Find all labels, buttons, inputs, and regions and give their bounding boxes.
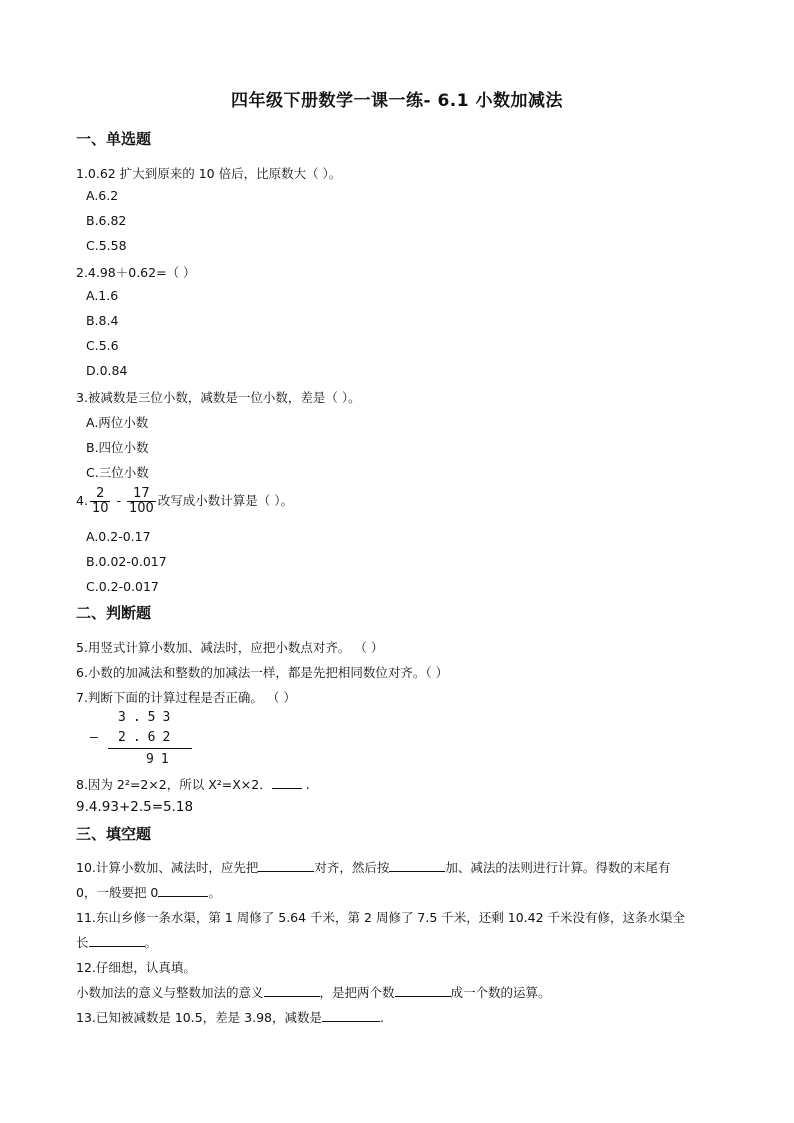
- question-12-stem: 12.仔细想，认真填。: [76, 960, 196, 975]
- question-4-stem: [76, 487, 293, 516]
- fraction-denominator: 100: [128, 501, 154, 516]
- answer-blank[interactable]: [264, 986, 320, 997]
- question-3-stem: 3.被减数是三位小数，减数是一位小数，差是（ ）。: [76, 390, 361, 405]
- fraction-numerator: 17: [127, 487, 156, 502]
- question-4-prefix: 4.: [76, 493, 88, 508]
- question-4-option-c: C.0.2-0.017: [86, 579, 159, 594]
- answer-blank[interactable]: [272, 778, 302, 789]
- question-10-text: 。: [208, 885, 221, 900]
- vertical-calc-row-2: 2.62: [118, 730, 178, 745]
- question-13-line: [76, 1008, 384, 1026]
- section-heading-single-choice: 一、单选题: [76, 130, 152, 148]
- answer-blank[interactable]: [158, 886, 208, 897]
- question-11-line-2: [76, 933, 157, 951]
- question-7-stem: 7.判断下面的计算过程是否正确。 （ ）: [76, 690, 296, 705]
- fraction-numerator: 2: [90, 487, 111, 502]
- question-12-line: [76, 983, 551, 1001]
- question-2-option-a: A.1.6: [86, 288, 119, 303]
- question-10-text: 0，一般要把 0: [76, 885, 159, 900]
- question-10-text: 10.计算小数加、减法时，应先把: [76, 860, 259, 875]
- question-3-option-b: B.四位小数: [86, 440, 149, 455]
- minus-sign: -: [116, 493, 121, 508]
- fraction-denominator: 10: [91, 501, 109, 516]
- question-1-option-a: A.6.2: [86, 188, 119, 203]
- vertical-calc-result: 91: [146, 752, 176, 767]
- question-8-stem: [76, 775, 310, 793]
- question-12-text: 成一个数的运算。: [450, 985, 551, 1000]
- question-4-option-a: A.0.2-0.17: [86, 529, 151, 544]
- question-10-line-1: [76, 858, 670, 876]
- question-13-text: .: [380, 1010, 384, 1025]
- question-8-suffix: .: [301, 777, 310, 792]
- question-12-text: ，是把两个数: [319, 985, 395, 1000]
- question-5-stem: 5.用竖式计算小数加、减法时，应把小数点对齐。 （ ）: [76, 640, 384, 655]
- question-12-text: 小数加法的意义与整数加法的意义: [76, 985, 264, 1000]
- question-10-line-2: [76, 883, 221, 901]
- question-8-text: 2²=2×2，所以 X²=X×2．: [112, 777, 272, 792]
- question-13-text: 13.已知被减数是 10.5，差是 3.98，减数是: [76, 1010, 322, 1025]
- question-3-option-c: C.三位小数: [86, 465, 149, 480]
- page-title: 四年级下册数学一课一练- 6.1 小数加减法: [230, 91, 563, 111]
- vertical-calc-row-1: 3.53: [118, 710, 178, 725]
- question-1-option-c: C.5.58: [86, 238, 127, 253]
- question-4-suffix: 改写成小数计算是（ ）。: [157, 493, 294, 508]
- question-6-stem: 6.小数的加减法和整数的加减法一样，都是先把相同数位对齐。（ ）: [76, 665, 449, 680]
- question-10-text: 加、减法的法则进行计算。得数的末尾有: [445, 860, 671, 875]
- section-heading-true-false: 二、判断题: [76, 604, 152, 622]
- question-11-line-1: 11.东山乡修一条水渠，第 1 周修了 5.64 千米，第 2 周修了 7.5 千米，还剩 10.42 千米没有修，这条水渠全: [76, 910, 686, 925]
- answer-blank[interactable]: [395, 986, 451, 997]
- answer-blank[interactable]: [322, 1011, 380, 1022]
- answer-blank[interactable]: [89, 936, 145, 947]
- question-10-text: 对齐，然后按: [314, 860, 390, 875]
- question-8-prefix: 8.因为: [76, 777, 113, 792]
- question-2-option-d: D.0.84: [86, 363, 128, 378]
- question-3-option-a: A.两位小数: [86, 415, 149, 430]
- question-9-stem: 9.4.93+2.5=5.18: [76, 799, 194, 815]
- answer-blank[interactable]: [389, 861, 445, 872]
- fraction-17-100: [127, 487, 156, 516]
- fraction-2-10: [90, 487, 111, 516]
- question-2-option-c: C.5.6: [86, 338, 119, 353]
- question-11-text: 。: [144, 935, 158, 950]
- answer-blank[interactable]: [258, 861, 314, 872]
- vertical-calc-rule: [108, 748, 192, 749]
- question-1-option-b: B.6.82: [86, 213, 127, 228]
- question-11-text: 长: [76, 935, 89, 950]
- question-2-stem: 2.4.98＋0.62=（ ）: [76, 265, 196, 280]
- question-2-option-b: B.8.4: [86, 313, 119, 328]
- section-heading-fill-in: 三、填空题: [76, 825, 152, 843]
- question-4-option-b: B.0.02-0.017: [86, 554, 167, 569]
- question-1-stem: 1.0.62 扩大到原来的 10 倍后，比原数大（ ）。: [76, 166, 342, 181]
- vertical-calc-minus-sign: —: [90, 730, 98, 745]
